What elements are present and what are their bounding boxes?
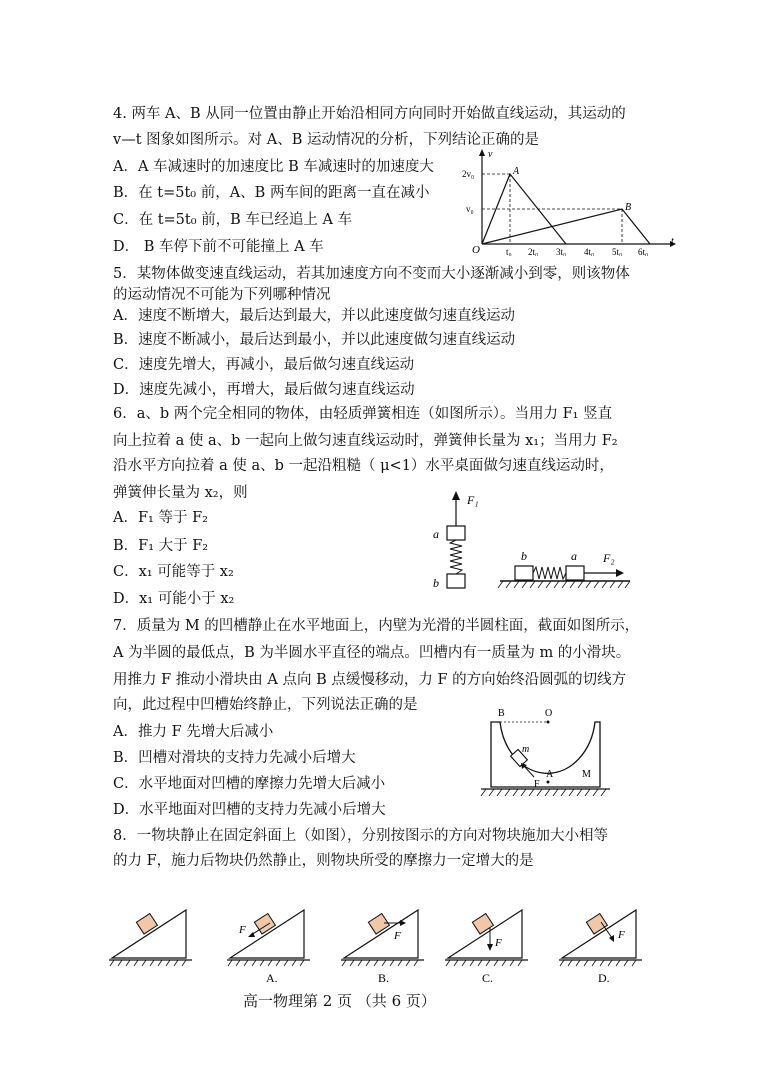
block-a-horizontal <box>566 566 584 580</box>
point-b-label: B <box>498 708 505 719</box>
f1-arrowhead-icon <box>452 491 460 500</box>
origin-label: O <box>472 244 480 256</box>
q6-option-b: B．F₁ 大于 F₂ <box>113 538 209 554</box>
point-a-label: A <box>546 769 554 780</box>
q7-stem-line4: 向，此过程中凹槽始终静止，下列说法正确的是 <box>113 697 418 713</box>
q6-option-d: D．x₁ 可能小于 x₂ <box>113 591 235 607</box>
groove-m-label: M <box>582 769 591 780</box>
q6-stem-line1: 6．a、b 两个完全相同的物体，由轻质弹簧相连（如图所示）。当用力 F₁ 竖直 <box>113 406 613 422</box>
spring-vertical <box>450 540 462 574</box>
q4-option-b: B．在 t=5t₀ 前，A、B 两车间的距离一直在减小 <box>113 185 430 201</box>
slider-m-label: m <box>522 744 530 755</box>
q8-stem-line1: 8．一物块静止在固定斜面上（如图），分别按图示的方向对物块施加大小相等 <box>113 828 608 844</box>
center-o-dot <box>547 721 550 724</box>
f2-label: F₂ <box>603 551 615 565</box>
ground-hatching <box>560 960 636 966</box>
page-footer: 高一物理第 2 页 （共 6 页） <box>243 992 436 1010</box>
q7-groove-figure <box>478 703 613 809</box>
y-axis-arrow-icon <box>479 149 485 156</box>
q4-option-c: C．在 t=5t₀ 前，B 车已经追上 A 车 <box>113 212 353 228</box>
q4-option-a: A．A 车减速时的加速度比 B 车减速时的加速度大 <box>113 159 434 175</box>
point-a-dot <box>547 781 550 784</box>
label-b-vertical: b <box>433 576 439 590</box>
tick-3t0: 3t₀ <box>556 247 567 256</box>
x-axis-label: t <box>671 236 674 247</box>
q6-option-a: A．F₁ 等于 F₂ <box>113 510 208 526</box>
ground-hatching <box>481 789 606 796</box>
incline-original <box>106 902 198 976</box>
point-b-label: B <box>625 202 632 213</box>
tick-6t0: 6t₀ <box>638 247 649 256</box>
f2-arrowhead-icon <box>616 569 624 577</box>
force-label: F <box>394 930 401 942</box>
q6-spring-figure <box>425 490 635 606</box>
tick-v0: v₀ <box>466 204 474 214</box>
force-label: F <box>618 929 625 941</box>
option-c-label: C. <box>482 971 494 985</box>
q5-stem-line1: 5．某物体做变速直线运动，若其加速度方向不变而大小逐渐减小到零，则该物体 <box>113 266 630 282</box>
q6-stem-line2: 向上拉着 a 使 a、b 一起向上做匀速直线运动时，弹簧伸长量为 x₁；当用力 F₂ <box>113 433 618 449</box>
table-hatching <box>498 581 630 588</box>
q7-option-c: C．水平地面对凹槽的摩擦力先增大后减小 <box>113 776 386 792</box>
q7-option-b: B．凹槽对滑块的支持力先减小后增大 <box>113 750 356 766</box>
q4-stem-line2: v—t 图象如图所示。对 A、B 运动情况的分析，下列结论正确的是 <box>113 132 539 148</box>
tick-4t0: 4t₀ <box>584 247 595 256</box>
block-a-vertical <box>447 526 465 540</box>
q5-option-c: C．速度先增大，再减小，最后做匀速直线运动 <box>113 357 415 373</box>
q5-option-a: A．速度不断增大，最后达到最大，并以此速度做匀速直线运动 <box>113 308 515 324</box>
y-axis-label: v <box>488 149 493 160</box>
ground-hatching <box>110 960 186 966</box>
q8-stem-line2: 的力 F，施力后物块仍然静止，则物块所受的摩擦力一定增大的是 <box>113 853 534 869</box>
ground-hatching <box>446 960 522 966</box>
incline-option-b <box>338 902 430 992</box>
point-a-label: A <box>513 166 520 177</box>
ground-hatching <box>342 960 418 966</box>
label-b-horizontal: b <box>521 549 527 563</box>
q7-stem-line3: 用推力 F 推动小滑块由 A 点向 B 点缓慢移动，力 F 的方向始终沿圆弧的切线方 <box>113 672 627 688</box>
q5-option-d: D．速度先减小，再增大，最后做匀速直线运动 <box>113 382 415 398</box>
spring-horizontal <box>533 567 566 579</box>
q7-option-a: A．推力 F 先增大后减小 <box>113 724 274 740</box>
label-a-vertical: a <box>433 527 439 541</box>
q7-stem-line2: A 为半圆的最低点，B 为半圆水平直径的端点。凹槽内有一质量为 m 的小滑块。 <box>113 645 631 661</box>
incline-option-d <box>556 902 648 992</box>
force-label: F <box>495 937 502 949</box>
tick-2t0: 2t₀ <box>528 247 539 256</box>
label-a-horizontal: a <box>571 549 577 563</box>
block-b-horizontal <box>515 566 533 580</box>
q4-stem-line1: 4. 两车 A、B 从同一位置由静止开始沿相同方向同时开始做直线运动，其运动的 <box>113 106 626 122</box>
block-b-vertical <box>447 574 465 588</box>
tick-2v0: 2v₀ <box>462 169 475 179</box>
q7-stem-line1: 7．质量为 M 的凹槽静止在水平地面上，内壁为光滑的半圆柱面，截面如图所示， <box>113 618 640 634</box>
option-d-label: D. <box>598 971 610 985</box>
force-f-label: F <box>534 779 540 790</box>
q7-option-d: D．水平地面对凹槽的支持力先减小后增大 <box>113 802 386 818</box>
force-label: F <box>239 924 246 936</box>
incline-option-a <box>224 902 316 992</box>
point-o-label: O <box>545 708 553 719</box>
tick-5t0: 5t₀ <box>612 247 623 256</box>
q5-option-b: B．速度不断减小，最后达到最小，并以此速度做匀速直线运动 <box>113 332 516 348</box>
option-b-label: B. <box>378 971 390 985</box>
ground-hatching <box>228 960 304 966</box>
incline-option-c <box>442 902 534 992</box>
q6-option-c: C．x₁ 可能等于 x₂ <box>113 564 234 580</box>
option-a-label: A. <box>266 971 278 985</box>
tick-t0: t₀ <box>506 247 512 256</box>
q6-stem-line3: 沿水平方向拉着 a 使 a、b 一起沿粗糙（ μ<1）水平桌面做匀速直线运动时， <box>113 458 614 474</box>
q4-option-d: D． B 车停下前不可能撞上 A 车 <box>113 239 324 255</box>
q5-stem-line2: 的运动情况不可能为下列哪种情况 <box>113 287 331 303</box>
q4-vt-graph <box>462 148 677 260</box>
f1-label: F₁ <box>467 493 479 507</box>
q6-stem-line4: 弹簧伸长量为 x₂，则 <box>113 485 248 501</box>
series-b-line <box>482 209 650 244</box>
